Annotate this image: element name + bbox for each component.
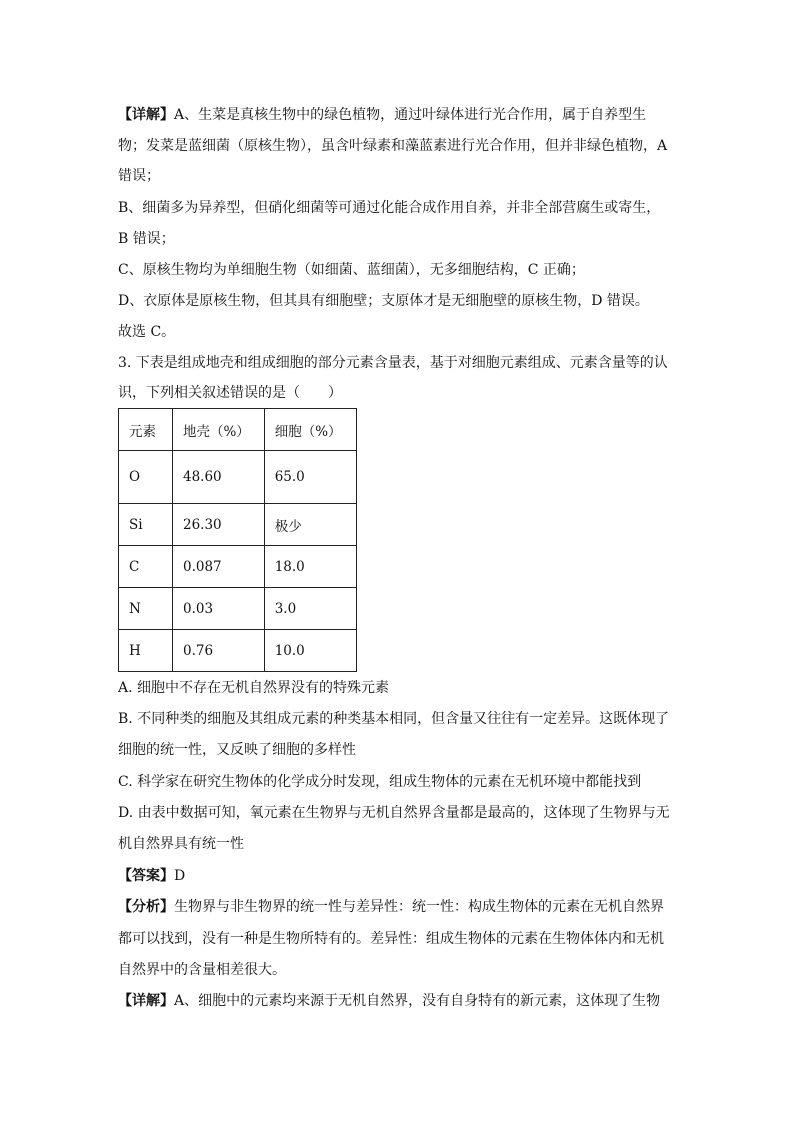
choose-line: 故选 C。 bbox=[118, 324, 176, 340]
analysis-text: 生物界与非生物界的统一性与差异性：统一性：构成生物体的元素在无机自然界 bbox=[174, 899, 664, 915]
option-b-line-2: 细胞的统一性，又反映了细胞的多样性 bbox=[118, 742, 356, 758]
detail-2-text: A、细胞中的元素均来源于无机自然界，没有自身特有的新元素，这体现了生物 bbox=[174, 993, 661, 1009]
option-b-explain-line-1: B、细菌多为异养型，但硝化细菌等可通过化能合成作用自养，并非全部营腐生或寄生， bbox=[118, 200, 661, 216]
option-c-explain: C、原核生物均为单细胞生物（如细菌、蓝细菌），无多细胞结构，C 正确； bbox=[118, 262, 585, 278]
option-a: A. 细胞中不存在无机自然界没有的特殊元素 bbox=[118, 680, 390, 696]
header-cell: 细胞（%） bbox=[264, 409, 356, 451]
cell-element: C bbox=[119, 546, 173, 588]
table-row bbox=[119, 451, 357, 504]
detail-1-line-1 bbox=[118, 105, 646, 125]
detail-tag: 【详解】 bbox=[118, 107, 174, 123]
option-d-line-1: D. 由表中数据可知，氧元素在生物界与无机自然界含量都是最高的，这体现了生物界与无 bbox=[118, 805, 670, 821]
cell-crust: 0.03 bbox=[172, 588, 264, 630]
cell-crust: 0.087 bbox=[172, 546, 264, 588]
option-b-line-1: B. 不同种类的细胞及其组成元素的种类基本相同，但含量又往往有一定差异。这既体现了 bbox=[118, 711, 670, 727]
cell-cell: 3.0 bbox=[264, 588, 356, 630]
question-3-line-2: 识，下列相关叙述错误的是（ ） bbox=[118, 385, 342, 401]
question-3-line-1: 3. 下表是组成地壳和组成细胞的部分元素含量表，基于对细胞元素组成、元素含量等的认 bbox=[118, 355, 668, 371]
cell-element: O bbox=[119, 451, 173, 504]
detail-text: A、生菜是真核生物中的绿色植物，通过叶绿体进行光合作用，属于自养型生 bbox=[174, 107, 647, 123]
option-d-explain: D、衣原体是原核生物，但其具有细胞壁；支原体才是无细胞壁的原核生物，D 错误。 bbox=[118, 293, 649, 309]
detail-2-tag: 【详解】 bbox=[118, 993, 174, 1009]
table-header-row bbox=[119, 409, 357, 451]
cell-cell: 18.0 bbox=[264, 546, 356, 588]
table-row bbox=[119, 588, 357, 630]
cell-element: H bbox=[119, 630, 173, 672]
detail-2-line-1 bbox=[118, 991, 660, 1011]
answer-line bbox=[118, 866, 185, 886]
table-row bbox=[119, 504, 357, 546]
analysis-line-1 bbox=[118, 897, 664, 917]
cell-cell-value: 65.0 bbox=[274, 469, 305, 485]
option-d-line-2: 机自然界具有统一性 bbox=[118, 836, 244, 852]
cell-element: N bbox=[119, 588, 173, 630]
cell-cell bbox=[264, 451, 356, 504]
cell-cell: 极少 bbox=[264, 504, 356, 546]
cell-crust: 0.76 bbox=[172, 630, 264, 672]
option-c: C. 科学家在研究生物体的化学成分时发现，组成生物体的元素在无机环境中都能找到 bbox=[118, 774, 642, 790]
cell-element: Si bbox=[119, 504, 173, 546]
element-content-table bbox=[118, 408, 357, 672]
option-b-explain-line-2: B 错误； bbox=[118, 231, 175, 247]
header-element: 元素 bbox=[119, 409, 173, 451]
cell-crust: 48.60 bbox=[172, 451, 264, 504]
cell-cell: 10.0 bbox=[264, 630, 356, 672]
detail-1-line-3: 错误； bbox=[118, 168, 160, 184]
detail-1-line-2: 物；发菜是蓝细菌（原核生物），虽含叶绿素和藻蓝素进行光合作用，但并非绿色植物，A bbox=[118, 138, 668, 154]
cell-crust: 26.30 bbox=[172, 504, 264, 546]
analysis-tag: 【分析】 bbox=[118, 899, 174, 915]
header-crust: 地壳（%） bbox=[172, 409, 264, 451]
analysis-line-2: 都可以找到，没有一种是生物所特有的。差异性：组成生物体的元素在生物体体内和无机 bbox=[118, 931, 664, 947]
analysis-line-3: 自然界中的含量相差很大。 bbox=[118, 962, 286, 978]
answer-value: D bbox=[174, 868, 186, 884]
table-row bbox=[119, 630, 357, 672]
answer-tag: 【答案】 bbox=[118, 868, 174, 884]
table-row bbox=[119, 546, 357, 588]
